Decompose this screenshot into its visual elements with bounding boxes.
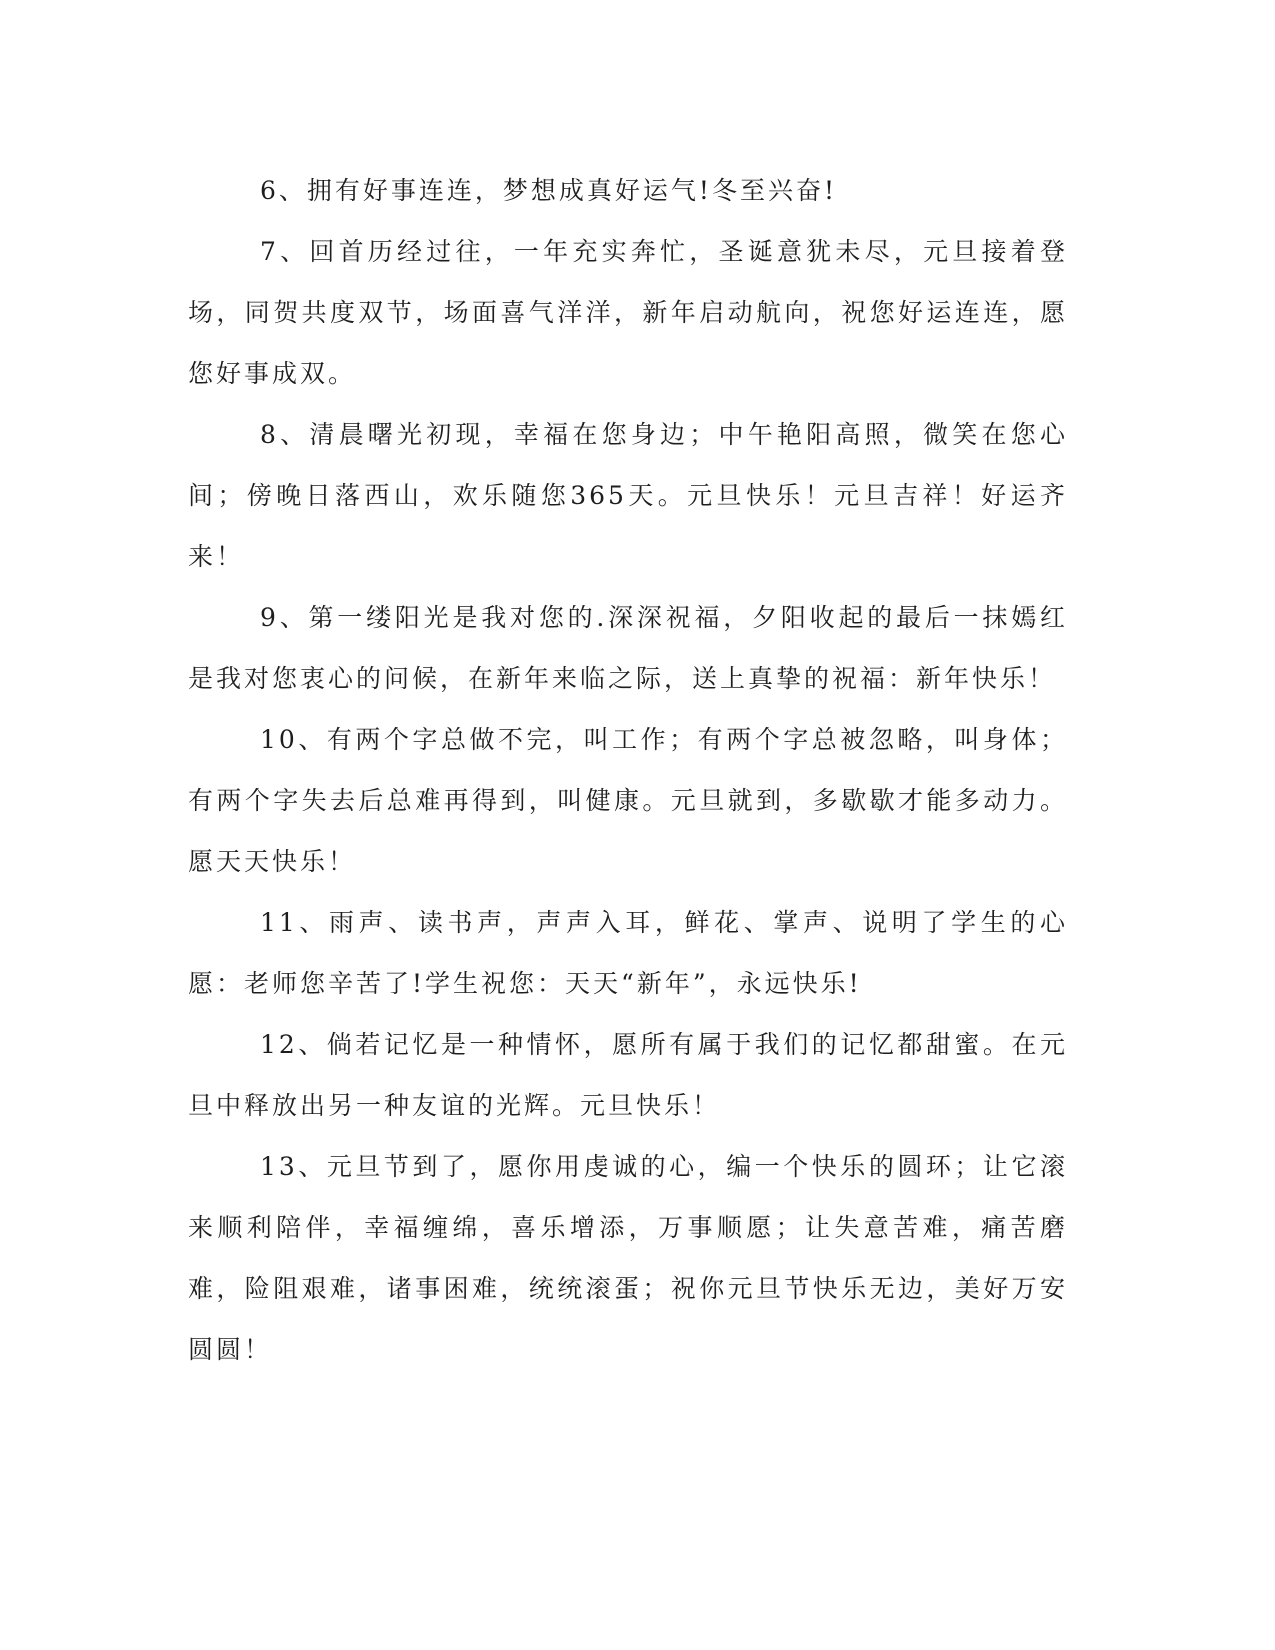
paragraph-11: 11、雨声、读书声，声声入耳，鲜花、掌声、说明了学生的心愿：老师您辛苦了!学生祝您：天天“新年”，永远快乐! [188, 908, 1068, 998]
paragraph-12: 12、倘若记忆是一种情怀，愿所有属于我们的记忆都甜蜜。在元旦中释放出另一种友谊的光辉。元旦快乐！ [188, 1030, 1068, 1120]
document-body [188, 160, 1068, 1380]
paragraph-8: 8、清晨曙光初现，幸福在您身边；中午艳阳高照，微笑在您心间；傍晚日落西山，欢乐随您365天。元旦快乐！元旦吉祥！好运齐来！ [188, 420, 1068, 571]
paragraph-13: 13、元旦节到了，愿你用虔诚的心，编一个快乐的圆环；让它滚来顺利陪伴，幸福缠绵，喜乐增添，万事顺愿；让失意苦难，痛苦磨难，险阻艰难，诸事困难，统统滚蛋；祝你元旦节快乐无边，美好万安圆圆！ [188, 1152, 1068, 1364]
paragraph-9: 9、第一缕阳光是我对您的.深深祝福，夕阳收起的最后一抹嫣红是我对您衷心的问候，在新年来临之际，送上真挚的祝福：新年快乐！ [188, 603, 1068, 693]
paragraph-6: 6、拥有好事连连，梦想成真好运气!冬至兴奋! [260, 176, 838, 205]
paragraph-7: 7、回首历经过往，一年充实奔忙，圣诞意犹未尽，元旦接着登场，同贺共度双节，场面喜气洋洋，新年启动航向，祝您好运连连，愿您好事成双。 [188, 237, 1068, 388]
paragraph-10: 10、有两个字总做不完，叫工作；有两个字总被忽略，叫身体；有两个字失去后总难再得到，叫健康。元旦就到，多歇歇才能多动力。愿天天快乐！ [188, 725, 1068, 876]
